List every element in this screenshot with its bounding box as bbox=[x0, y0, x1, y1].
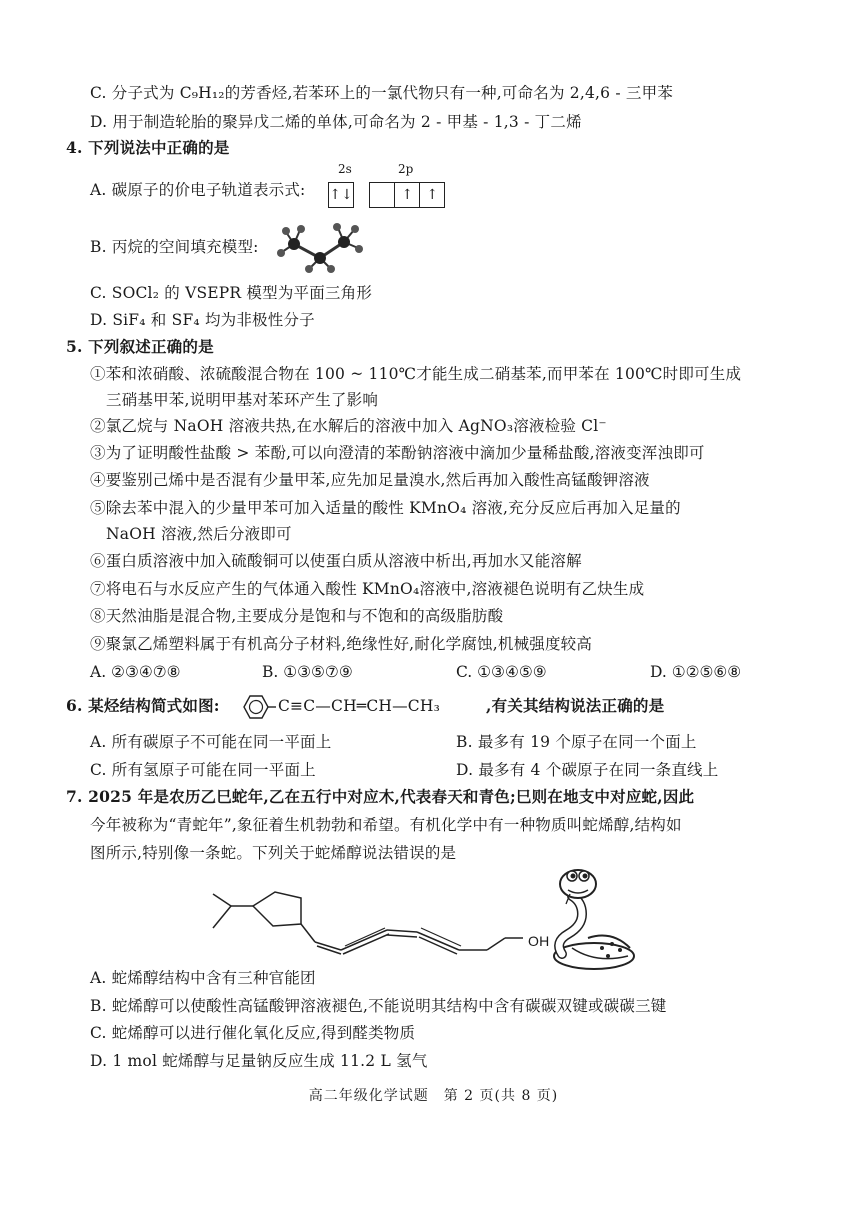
q4-option-c: C. SOCl₂ 的 VSEPR 模型为平面三角形 bbox=[90, 284, 373, 302]
q5-option-c: C. ①③④⑤⑨ bbox=[456, 663, 547, 681]
orbital-2s-box: ↑↓ bbox=[328, 182, 354, 208]
orbital-2p-label: 2p bbox=[398, 162, 414, 176]
snake-cartoon-icon bbox=[548, 864, 638, 972]
q5-statement-1b: 三硝基甲苯,说明甲基对苯环产生了影响 bbox=[106, 391, 379, 409]
q4-option-d: D. SiF₄ 和 SF₄ 均为非极性分子 bbox=[90, 311, 315, 329]
q6-option-a: A. 所有碳原子不可能在同一平面上 bbox=[90, 733, 332, 751]
q5-option-b: B. ①③⑤⑦⑨ bbox=[262, 663, 353, 681]
q6-formula: C≡C—CH═CH—CH₃ bbox=[278, 697, 440, 715]
q5-statement-5b: NaOH 溶液,然后分液即可 bbox=[106, 525, 292, 543]
q5-statement-7: ⑦将电石与水反应产生的气体通入酸性 KMnO₄溶液中,溶液褪色说明有乙炔生成 bbox=[90, 580, 645, 598]
q7-option-c: C. 蛇烯醇可以进行催化氧化反应,得到醛类物质 bbox=[90, 1024, 416, 1042]
q5-option-d: D. ①②⑤⑥⑧ bbox=[650, 663, 742, 681]
q5-statement-1a: ①苯和浓硝酸、浓硫酸混合物在 100 ~ 110℃才能生成二硝基苯,而甲苯在 100℃时即可生成 bbox=[90, 365, 742, 383]
snake-enol-structure bbox=[205, 880, 525, 970]
orbital-2p-box-2: ↑ bbox=[394, 182, 420, 208]
q5-statement-9: ⑨聚氯乙烯塑料属于有机高分子材料,绝缘性好,耐化学腐蚀,机械强度较高 bbox=[90, 635, 593, 653]
q5-statement-5a: ⑤除去苯中混入的少量甲苯可加入适量的酸性 KMnO₄ 溶液,充分反应后再加入足量的 bbox=[90, 499, 681, 517]
q7-option-b: B. 蛇烯醇可以使酸性高锰酸钾溶液褪色,不能说明其结构中含有碳碳双键或碳碳三键 bbox=[90, 997, 667, 1015]
q7-stem-line-3: 图所示,特别像一条蛇。下列关于蛇烯醇说法错误的是 bbox=[90, 844, 457, 862]
orbital-2p-box-1 bbox=[369, 182, 395, 208]
q5-statement-8: ⑧天然油脂是混合物,主要成分是饱和与不饱和的高级脂肪酸 bbox=[90, 607, 504, 625]
q6-option-d: D. 最多有 4 个碳原子在同一条直线上 bbox=[456, 761, 719, 779]
orbital-2s-label: 2s bbox=[338, 162, 352, 176]
propane-space-filling-model bbox=[270, 218, 370, 274]
benzene-ring-icon bbox=[236, 692, 276, 722]
q3-option-c: C. 分子式为 C₉H₁₂的芳香烃,若苯环上的一氯代物只有一种,可命名为 2,4,6 - 三甲苯 bbox=[90, 84, 674, 102]
q7-stem-line-1: 7. 2025 年是农历乙巳蛇年,乙在五行中对应木,代表春天和青色;巳则在地支中对应蛇,因此 bbox=[66, 787, 695, 806]
orbital-diagram bbox=[328, 162, 463, 210]
q5-stem: 5. 下列叙述正确的是 bbox=[66, 337, 214, 356]
q5-option-a: A. ②③④⑦⑧ bbox=[90, 663, 181, 681]
q6-stem-suffix: ,有关其结构说法正确的是 bbox=[486, 696, 665, 715]
q5-statement-3: ③为了证明酸性盐酸 > 苯酚,可以向澄清的苯酚钠溶液中滴加少量稀盐酸,溶液变浑浊即可 bbox=[90, 444, 705, 462]
q4-stem: 4. 下列说法中正确的是 bbox=[66, 138, 230, 157]
orbital-2p-box-3: ↑ bbox=[419, 182, 445, 208]
page-footer: 高二年级化学试题 第 2 页(共 8 页) bbox=[308, 1088, 559, 1104]
q3-option-d: D. 用于制造轮胎的聚异戊二烯的单体,可命名为 2 - 甲基 - 1,3 - 丁二烯 bbox=[90, 113, 582, 131]
q7-option-a: A. 蛇烯醇结构中含有三种官能团 bbox=[90, 969, 316, 987]
oh-label: OH bbox=[528, 933, 550, 949]
q4-option-b: B. 丙烷的空间填充模型: bbox=[90, 238, 259, 256]
q7-stem-line-2: 今年被称为“青蛇年”,象征着生机勃勃和希望。有机化学中有一种物质叫蛇烯醇,结构如 bbox=[90, 816, 682, 834]
q6-option-c: C. 所有氢原子可能在同一平面上 bbox=[90, 761, 316, 779]
q5-statement-2: ②氯乙烷与 NaOH 溶液共热,在水解后的溶液中加入 AgNO₃溶液检验 Cl⁻ bbox=[90, 417, 607, 435]
q5-statement-6: ⑥蛋白质溶液中加入硫酸铜可以使蛋白质从溶液中析出,再加水又能溶解 bbox=[90, 552, 582, 570]
q5-statement-4: ④要鉴别己烯中是否混有少量甲苯,应先加足量溴水,然后再加入酸性高锰酸钾溶液 bbox=[90, 471, 650, 489]
q4-option-a: A. 碳原子的价电子轨道表示式: bbox=[90, 181, 306, 199]
q6-stem-prefix: 6. 某烃结构简式如图: bbox=[66, 696, 220, 715]
q7-option-d: D. 1 mol 蛇烯醇与足量钠反应生成 11.2 L 氢气 bbox=[90, 1052, 428, 1070]
q6-option-b: B. 最多有 19 个原子在同一个面上 bbox=[456, 733, 697, 751]
